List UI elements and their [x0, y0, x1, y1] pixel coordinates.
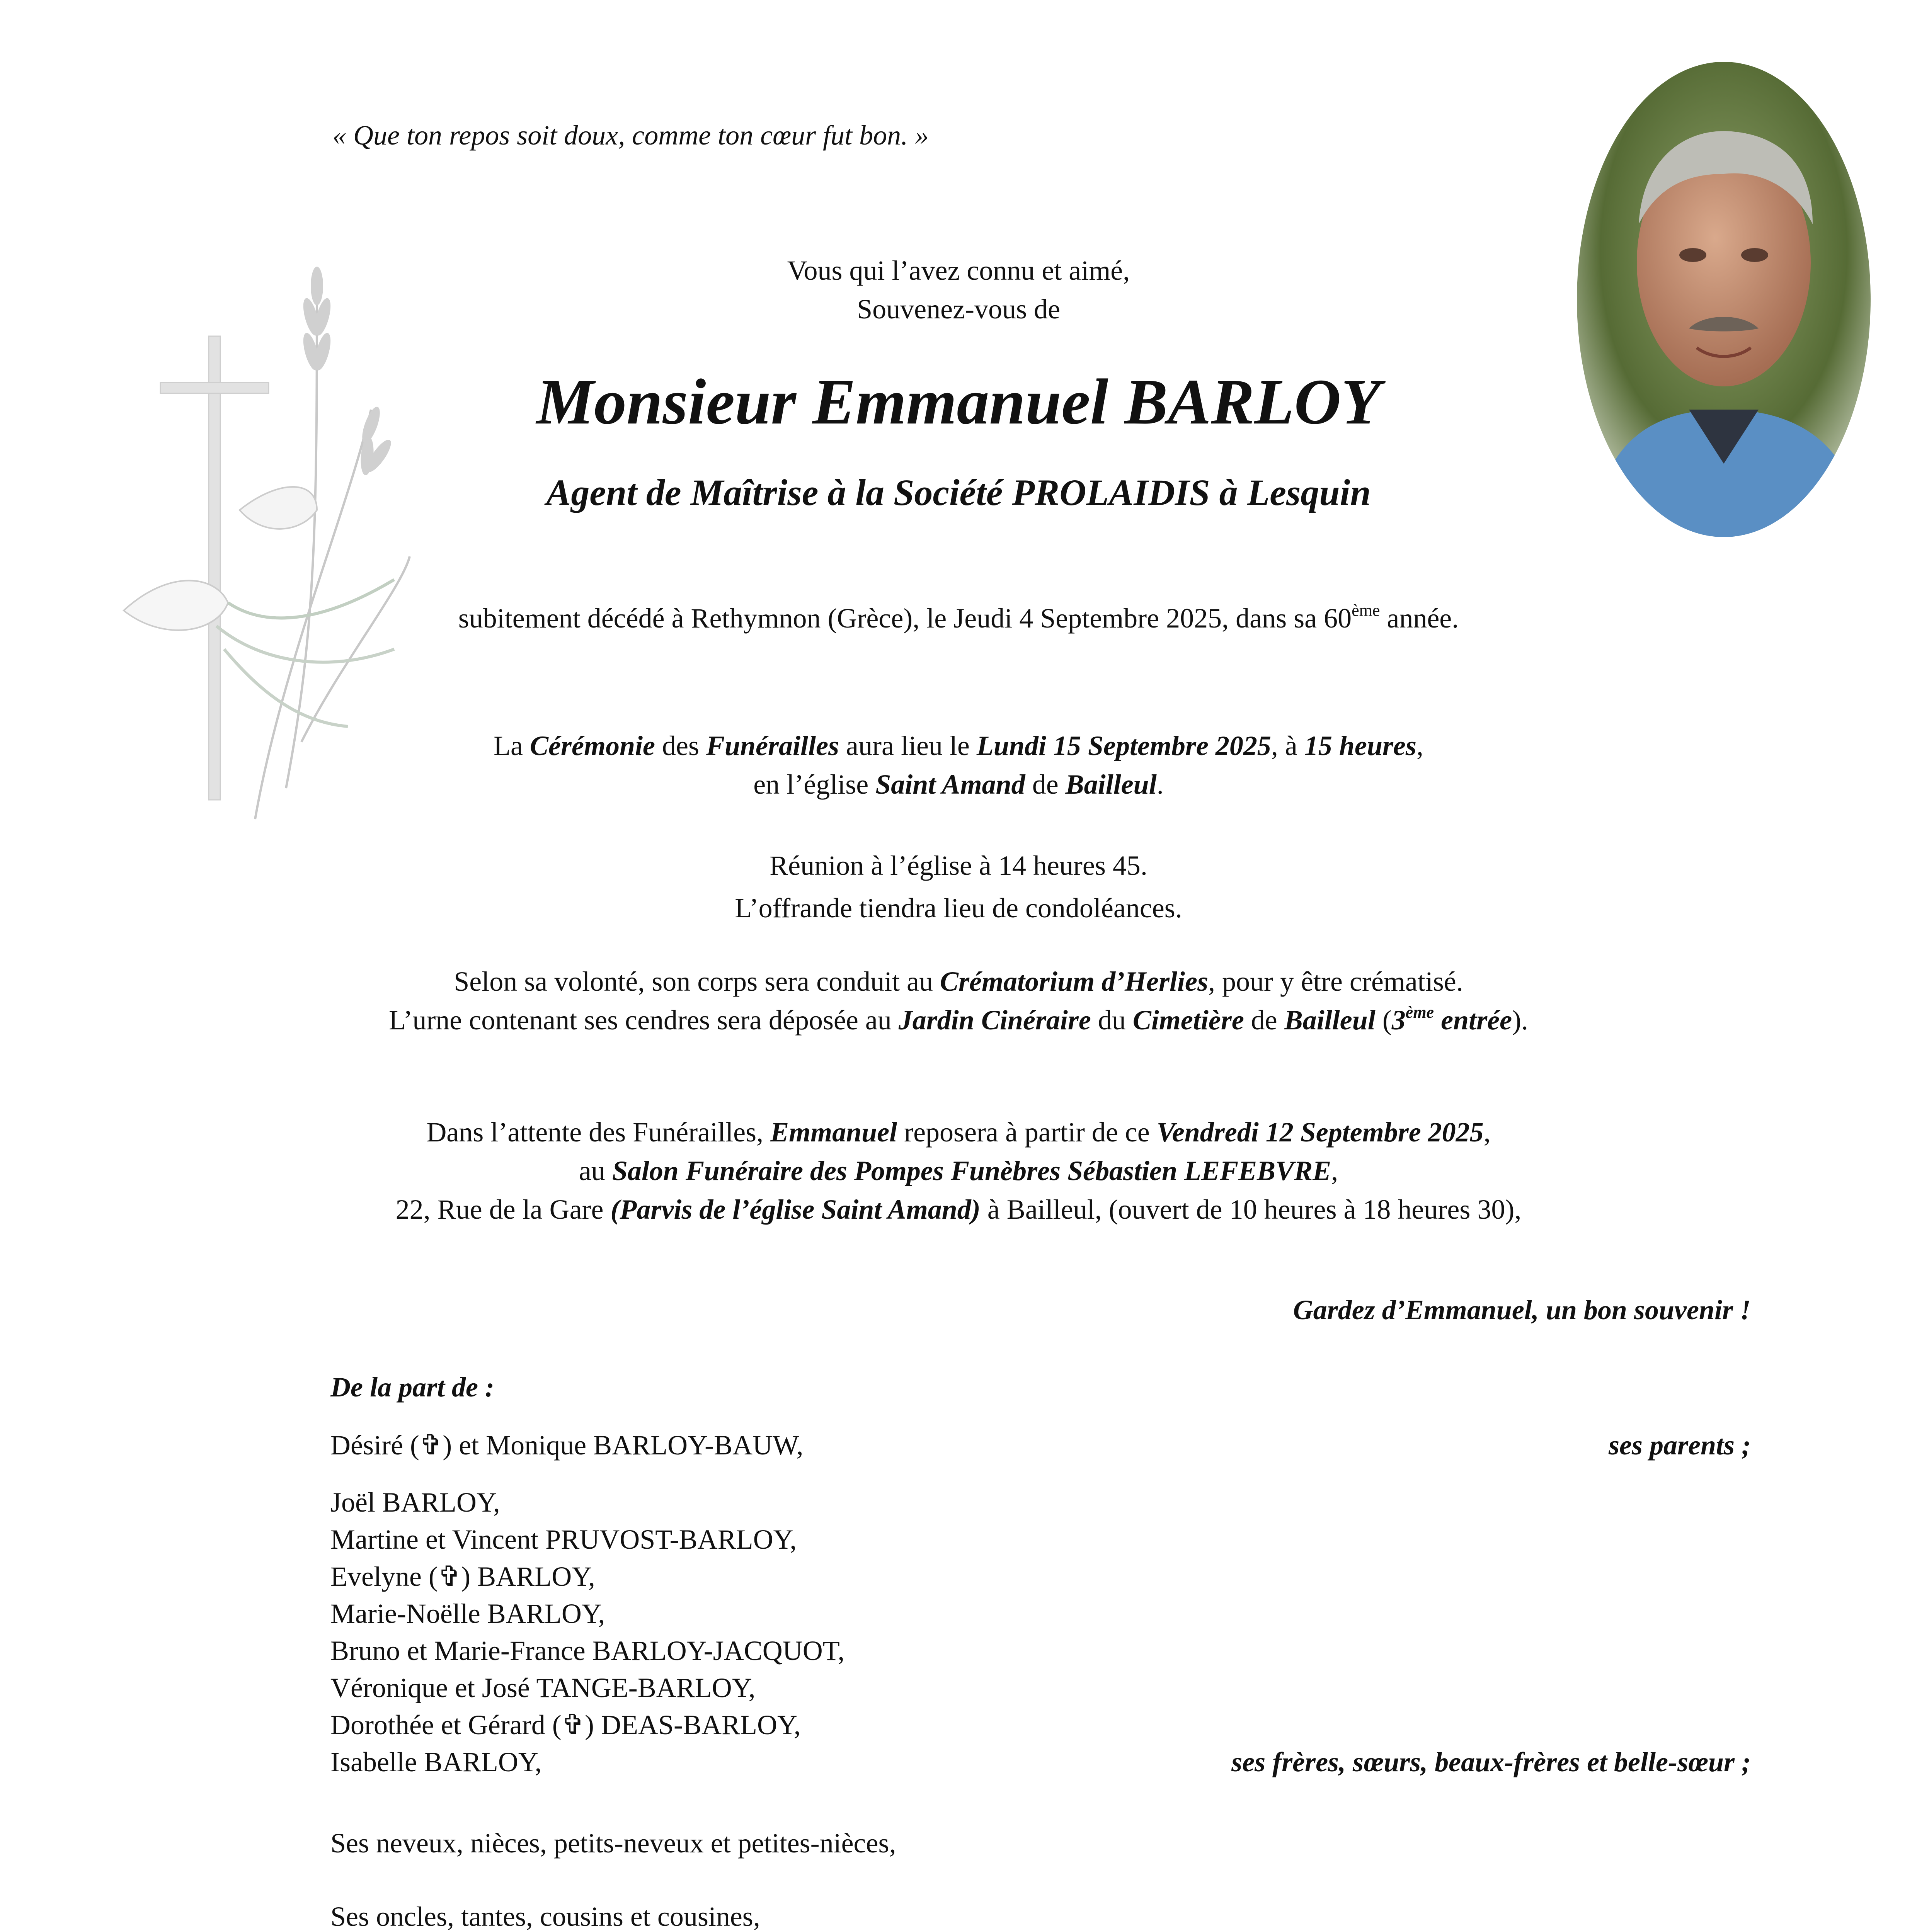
list-item: Bruno et Marie-France BARLOY-JACQUOT,: [330, 1635, 845, 1666]
meeting-line-2: L’offrande tiendra lieu de condoléances.: [735, 893, 1182, 923]
text: du: [1091, 1005, 1133, 1036]
text: aura lieu le: [839, 730, 977, 761]
uncles-line: Ses oncles, tantes, cousins et cousines,: [330, 1901, 760, 1932]
funeral-label: Funérailles: [706, 730, 839, 761]
parvis-location: (Parvis de l’église Saint Amand): [610, 1194, 981, 1225]
sibling-list: [330, 1484, 844, 1781]
death-notice-end: année.: [1380, 603, 1459, 634]
text: de: [1244, 1005, 1284, 1036]
resting-line-1: [0, 1113, 1917, 1151]
ceremony-label: Cérémonie: [530, 730, 655, 761]
list-item: Joël BARLOY,: [330, 1487, 500, 1518]
intro-line-2: Souvenez-vous de: [857, 294, 1060, 325]
town-name: Bailleul: [1284, 1005, 1376, 1036]
superscript: ème: [1352, 601, 1380, 620]
siblings-role: ses frères, sœurs, beaux-frères et belle-sœur ;: [1231, 1747, 1751, 1777]
cremation-line-2: [0, 1001, 1917, 1039]
text: (: [1375, 1005, 1392, 1036]
list-item: Véronique et José TANGE-BARLOY,: [330, 1672, 756, 1703]
intro-line-1: Vous qui l’avez connu et aimé,: [787, 255, 1130, 286]
list-item: Dorothée et Gérard (✞) DEAS-BARLOY,: [330, 1709, 801, 1740]
text: ,: [1483, 1117, 1491, 1148]
text: à Bailleul, (ouvert de 10 heures à 18 heures 30),: [980, 1194, 1522, 1225]
ceremony-line-2: [0, 765, 1917, 804]
deceased-name: Monsieur Emmanuel BARLOY: [536, 366, 1381, 438]
text: .: [1156, 769, 1164, 800]
parents-role: ses parents ;: [1608, 1430, 1751, 1461]
text: Désiré (: [330, 1430, 419, 1461]
list-item: Marie-Noëlle BARLOY,: [330, 1598, 605, 1629]
ceremony-time: 15 heures: [1304, 730, 1416, 761]
text: Selon sa volonté, son corps sera conduit au: [454, 966, 940, 997]
text: reposera à partir de ce: [897, 1117, 1157, 1148]
text: ) et Monique BARLOY-BAUW,: [443, 1430, 804, 1461]
resting-line-3: [0, 1190, 1917, 1229]
text: des: [655, 730, 706, 761]
text: Dans l’attente des Funérailles,: [426, 1117, 771, 1148]
parents-names: [330, 1426, 804, 1464]
text: 22, Rue de la Gare: [395, 1194, 611, 1225]
keep-memory-line: Gardez d’Emmanuel, un bon souvenir !: [1293, 1294, 1751, 1325]
text: , pour y être crématisé.: [1208, 966, 1463, 997]
text: ).: [1512, 1005, 1529, 1036]
ceremony-date: Lundi 15 Septembre 2025: [976, 730, 1271, 761]
cross-icon: ✞: [419, 1430, 443, 1461]
entrance-number: 3: [1391, 1005, 1406, 1036]
text: , à: [1271, 730, 1304, 761]
superscript: ème: [1405, 1003, 1434, 1022]
garden-name: Jardin Cinéraire: [898, 1005, 1091, 1036]
text: L’urne contenant ses cendres sera déposée au: [388, 1005, 899, 1036]
death-notice: [0, 599, 1917, 638]
list-item: Martine et Vincent PRUVOST-BARLOY,: [330, 1524, 797, 1555]
church-name: Saint Amand: [875, 769, 1025, 800]
list-item: Isabelle BARLOY,: [330, 1747, 542, 1777]
cemetery-label: Cimetière: [1132, 1005, 1244, 1036]
crematorium-name: Crématorium d’Herlies: [940, 966, 1209, 997]
funeral-home-name: Salon Funéraire des Pompes Funèbres Sébastien LEFEBVRE: [612, 1155, 1331, 1186]
from-heading: De la part de :: [330, 1372, 494, 1403]
text: La: [494, 730, 530, 761]
epigraph-quote: « Que ton repos soit doux, comme ton cœur fut bon. »: [332, 120, 929, 151]
death-notice-text: subitement décédé à Rethymnon (Grèce), le Jeudi 4 Septembre 2025, dans sa 60: [458, 603, 1352, 634]
list-item: Evelyne (✞) BARLOY,: [330, 1561, 595, 1592]
text: au: [579, 1155, 612, 1186]
first-name: Emmanuel: [770, 1117, 897, 1148]
town-name: Bailleul: [1065, 769, 1157, 800]
meeting-line-1: Réunion à l’église à 14 heures 45.: [770, 850, 1147, 881]
cremation-line-1: [0, 962, 1917, 1001]
resting-date: Vendredi 12 Septembre 2025: [1156, 1117, 1484, 1148]
text: en l’église: [753, 769, 876, 800]
deceased-occupation: Agent de Maîtrise à la Société PROLAIDIS à Lesquin: [546, 472, 1371, 513]
text: ,: [1331, 1155, 1338, 1186]
text: ,: [1416, 730, 1423, 761]
ceremony-line-1: [0, 726, 1917, 765]
text: de: [1025, 769, 1066, 800]
resting-line-2: [0, 1151, 1917, 1190]
nephews-line: Ses neveux, nièces, petits-neveux et petites-nièces,: [330, 1828, 896, 1859]
entrance-label: entrée: [1434, 1005, 1512, 1036]
